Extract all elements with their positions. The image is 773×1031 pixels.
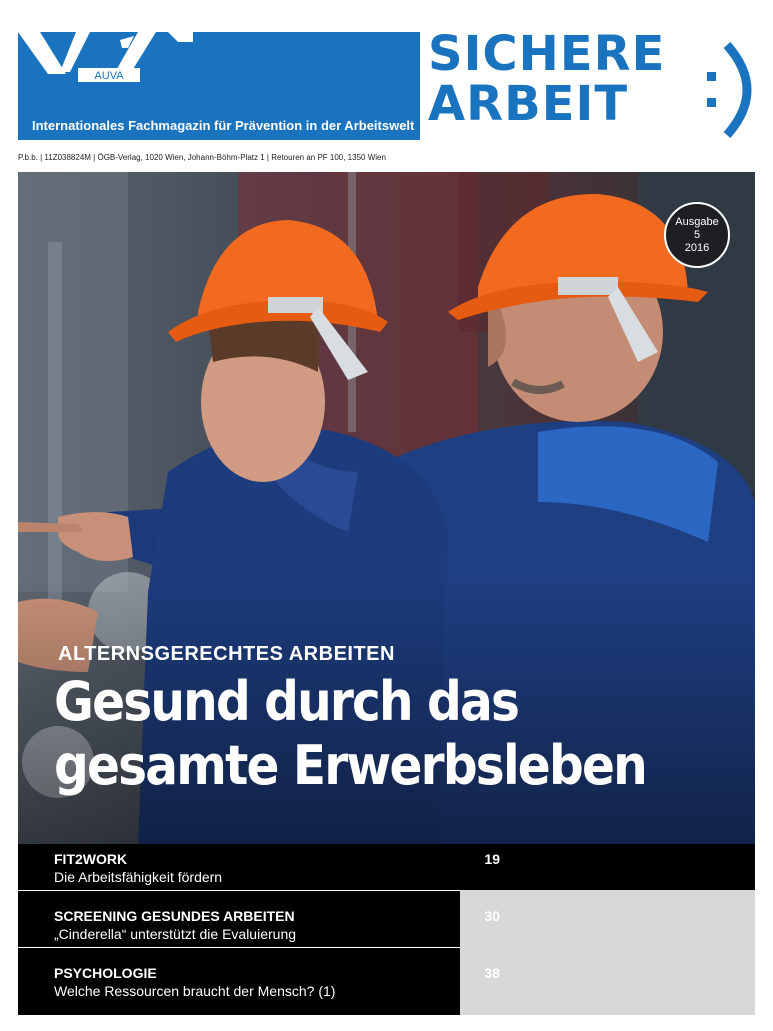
toc-heading: SCREENING GESUNDES ARBEITEN — [54, 908, 295, 924]
auva-logo — [18, 32, 193, 82]
headline-line-1: Gesund durch das — [54, 670, 519, 733]
logo-text: AUVA — [94, 70, 124, 82]
smiley-icon — [705, 40, 765, 140]
toc-item-screening[interactable] — [54, 908, 500, 944]
toc-divider — [18, 947, 460, 948]
toc-subtitle: Die Arbeitsfähigkeit fördern — [54, 869, 223, 885]
toc-heading: FIT2WORK — [54, 851, 128, 867]
issue-year: 2016 — [684, 241, 710, 254]
smiley-text: :) — [705, 40, 706, 41]
cover-headline — [54, 670, 646, 798]
cover-kicker: ALTERNSGERECHTES ARBEITEN — [58, 643, 395, 665]
toc-divider — [18, 890, 460, 891]
title-line-1: SICHERE — [428, 26, 666, 82]
title-line-2: ARBEIT — [428, 76, 629, 132]
toc-item-fit2work[interactable] — [54, 851, 500, 887]
toc-page-number: 30 — [484, 908, 500, 924]
magazine-title — [428, 26, 666, 132]
toc-page-number: 19 — [484, 851, 500, 867]
toc-subtitle: Welche Ressourcen braucht der Mensch? (1) — [54, 983, 336, 999]
toc-gray-panel — [460, 890, 755, 1015]
toc-item-psychologie[interactable] — [54, 965, 500, 1001]
magazine-subtitle: Internationales Fachmagazin für Prävention in der Arbeitswelt — [32, 118, 415, 133]
imprint-line: P.b.b. | 11Z038824M | ÖGB-Verlag, 1020 Wien, Johann-Böhm-Platz 1 | Retouren an PF 100, 1350 Wien — [18, 153, 386, 162]
issue-label: Ausgabe — [675, 215, 719, 228]
toc-subtitle: „Cinderella“ unterstützt die Evaluierung — [54, 926, 297, 942]
headline-line-2: gesamte Erwerbsleben — [54, 734, 646, 797]
toc-page-number: 38 — [484, 965, 500, 981]
issue-badge — [664, 202, 730, 268]
toc-heading: PSYCHOLOGIE — [54, 965, 157, 981]
issue-number: 5 — [693, 228, 701, 241]
